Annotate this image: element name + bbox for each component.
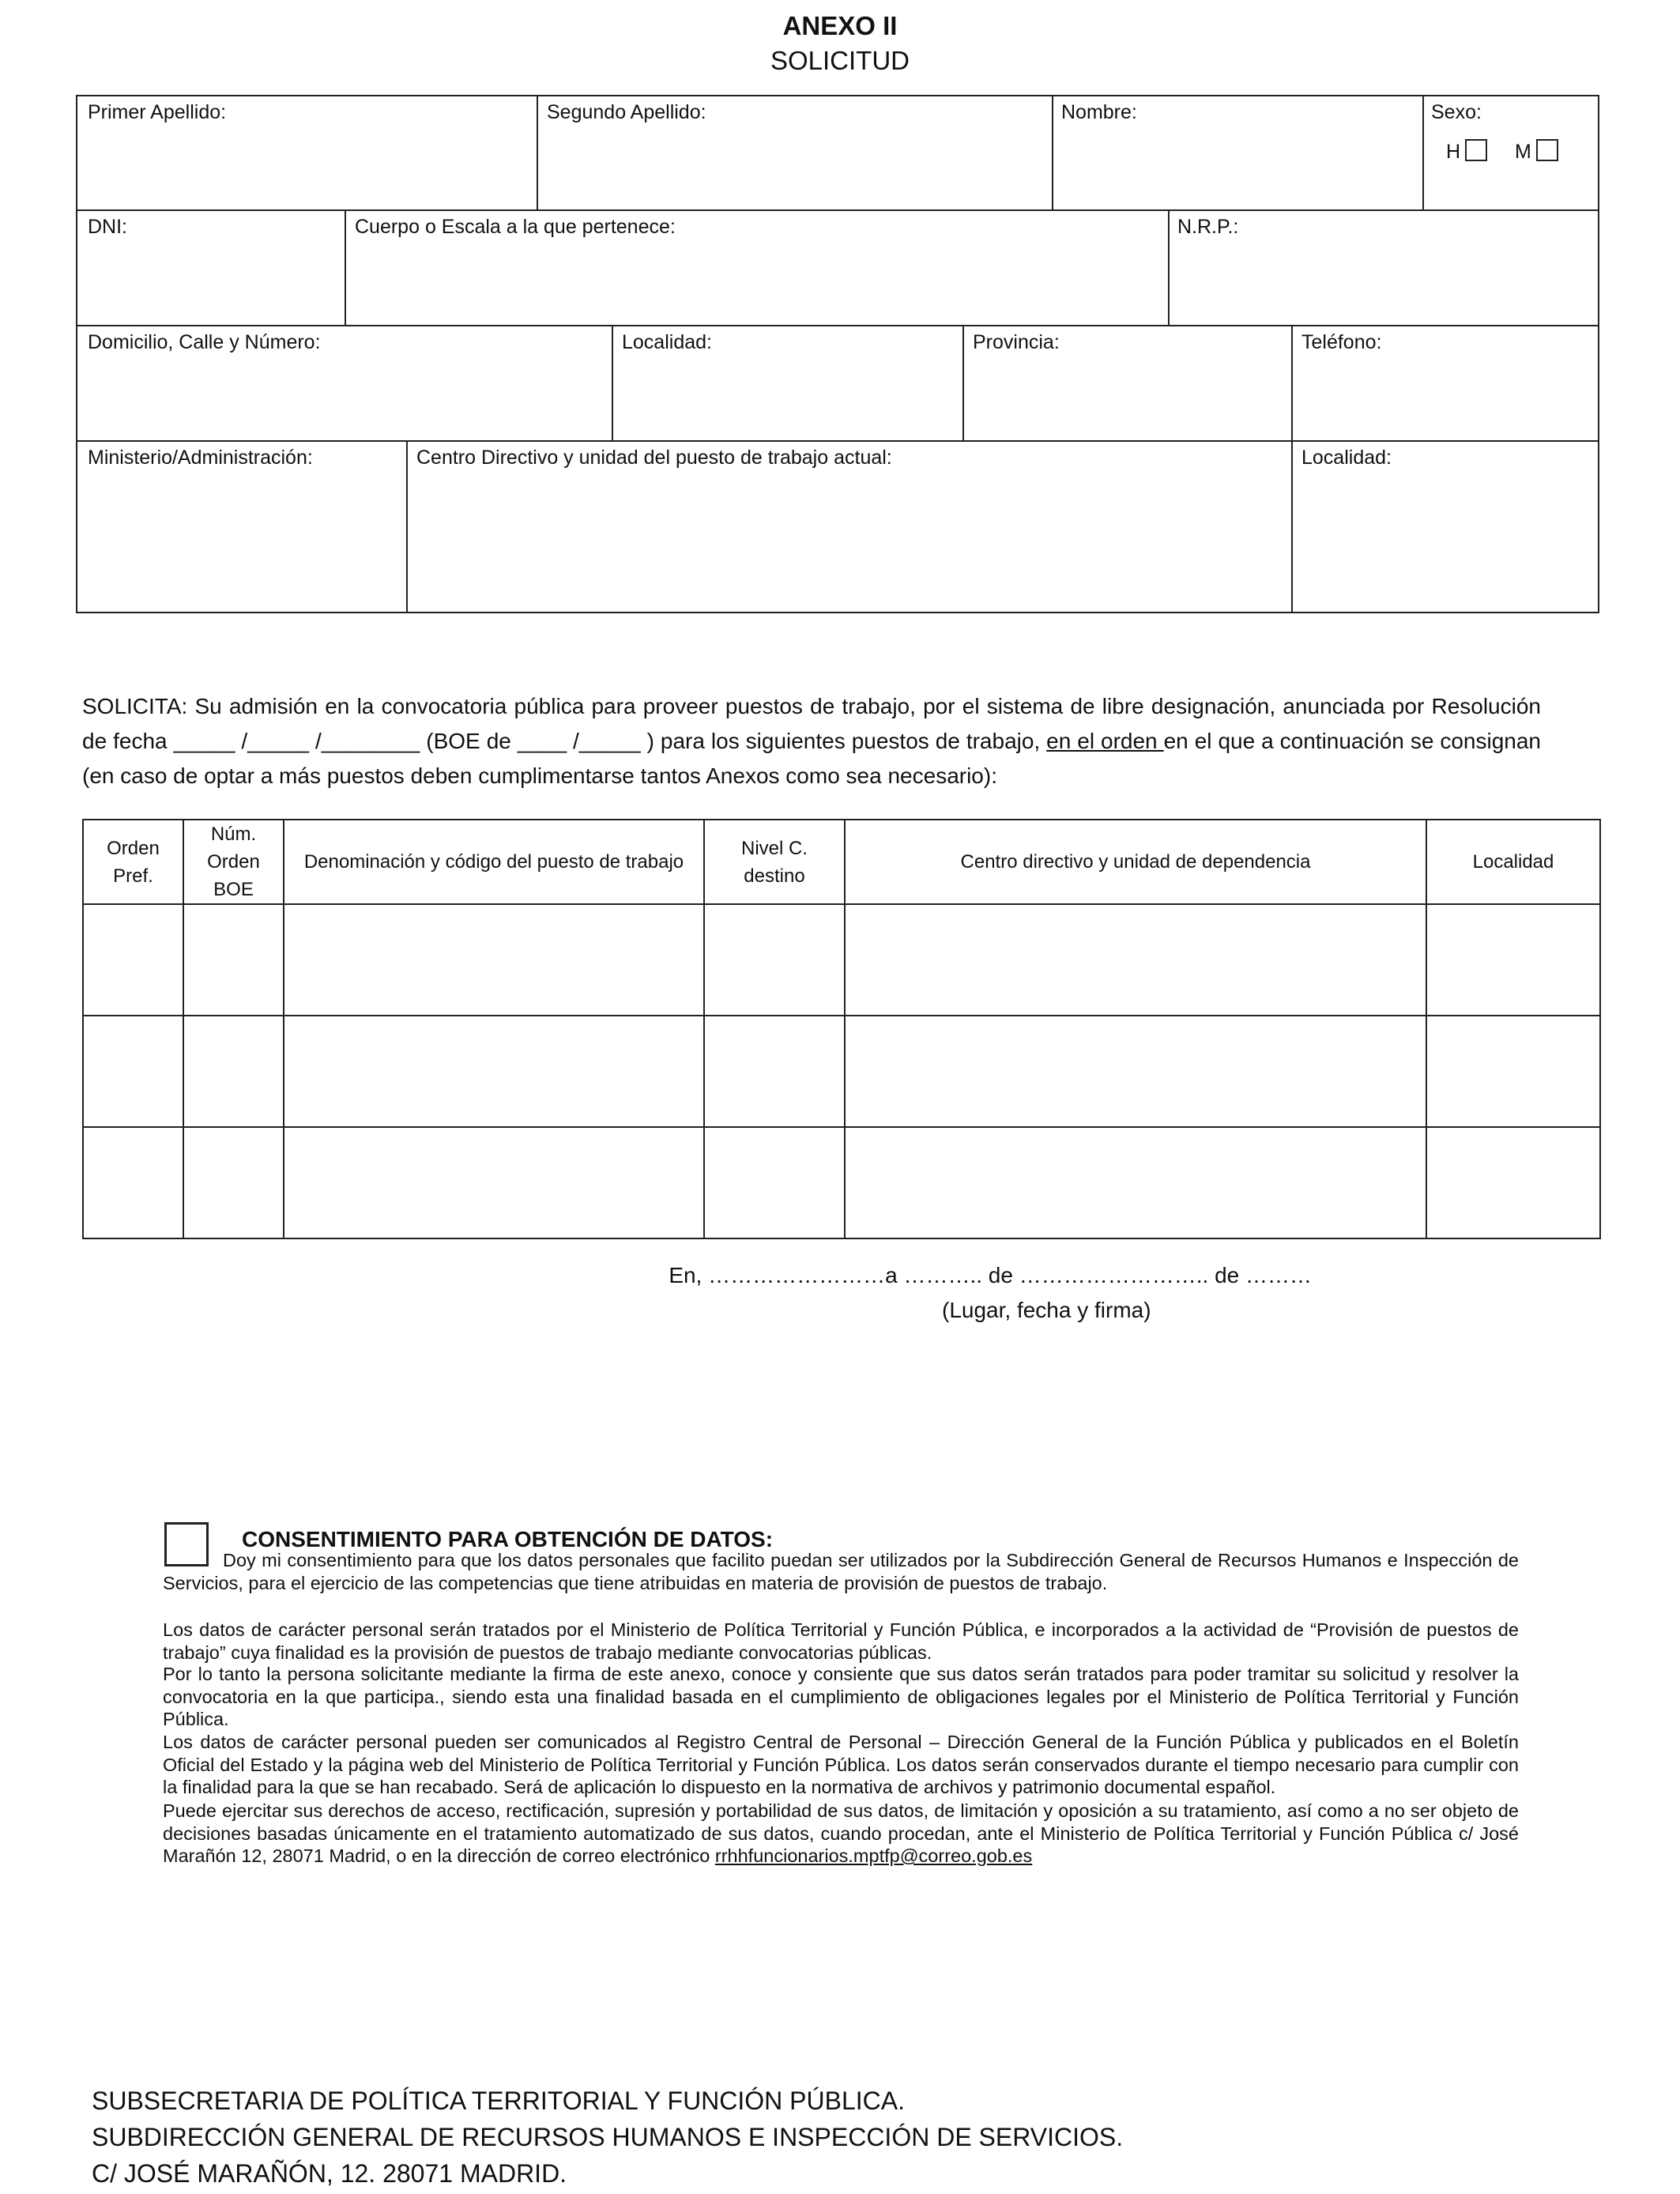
footer-line-1: SUBSECRETARIA DE POLÍTICA TERRITORIAL Y FUNCIÓN PÚBLICA. xyxy=(92,2087,905,2115)
solicita-text-2: en el que a continuación se consignan (en caso de optar a más puestos deben cumplimentarse tantos Anexos como sea necesario): xyxy=(82,729,1542,788)
table-cell[interactable] xyxy=(183,1127,284,1238)
table-cell[interactable] xyxy=(845,904,1426,1016)
table-cell[interactable] xyxy=(704,904,845,1016)
segundo-apellido-field[interactable]: Segundo Apellido: xyxy=(547,101,706,123)
nrp-field[interactable]: N.R.P.: xyxy=(1177,216,1239,238)
provincia-field[interactable]: Provincia: xyxy=(973,331,1060,353)
table-cell[interactable] xyxy=(183,1016,284,1127)
localidad-field[interactable]: Localidad: xyxy=(622,331,712,353)
consent-paragraph-1: Doy mi consentimiento para que los datos personales que facilito puedan ser utilizados por la Subdirección General de Recursos Humanos e Inspección de Servicios, para el ejercicio de las competencias que tiene atribuidas en materia de provisión de puestos de trabajo. xyxy=(163,1550,1519,1593)
table-cell[interactable] xyxy=(83,904,183,1016)
col-divider xyxy=(1052,95,1053,210)
solicita-paragraph xyxy=(82,689,1541,794)
col-divider xyxy=(1168,209,1170,325)
consent-paragraph-3: Por lo tanto la persona solicitante mediante la firma de este anexo, conoce y consiente que sus datos serán tratados para poder tramitar su solicitud y resolver la convocatoria en la que participa., siendo esta una finalidad basada en el cumplimiento de obligaciones legales por el Ministerio de Política Territorial y Función Pública. xyxy=(163,1664,1519,1730)
table-cell[interactable] xyxy=(183,904,284,1016)
form-title: SOLICITUD xyxy=(770,46,910,75)
row-divider xyxy=(76,440,1599,442)
table-cell[interactable] xyxy=(284,904,704,1016)
col-localidad: Localidad xyxy=(1426,820,1600,904)
table-cell[interactable] xyxy=(83,1127,183,1238)
sexo-m-label: M xyxy=(1515,141,1531,163)
col-divider xyxy=(537,95,538,210)
table-cell[interactable] xyxy=(83,1016,183,1127)
nombre-field[interactable]: Nombre: xyxy=(1061,101,1137,123)
consent-paragraph-4: Los datos de carácter personal pueden ser comunicados al Registro Central de Personal – Dirección General de la Función Pública y publicados en el Boletín Oficial del Estado y la página web del Ministerio de Política Territorial y Función Pública. Los datos serán conservados durante el tiempo necesario para cumplir con la finalidad para la que se han recabado. Será de aplicación lo dispuesto en la normativa de archivos y patrimonio documental español. xyxy=(163,1732,1519,1798)
solicita-underlined: en el orden xyxy=(1046,729,1164,753)
domicilio-field[interactable]: Domicilio, Calle y Número: xyxy=(88,331,321,353)
localidad-actual-field[interactable]: Localidad: xyxy=(1301,447,1392,469)
col-divider xyxy=(1291,440,1293,613)
personal-data-grid xyxy=(76,95,1599,613)
col-num-orden-boe: Núm. Orden BOE xyxy=(183,820,284,904)
table-cell[interactable] xyxy=(704,1016,845,1127)
sexo-h-label: H xyxy=(1446,141,1461,163)
puestos-table xyxy=(82,819,1601,1239)
table-cell[interactable] xyxy=(1426,904,1600,1016)
signature-caption: (Lugar, fecha y firma) xyxy=(942,1298,1151,1322)
col-centro-directivo: Centro directivo y unidad de dependencia xyxy=(845,820,1426,904)
solicita-text-1: SOLICITA: Su admisión en la convocatoria pública para proveer puestos de trabajo, por el sistema de libre designación, anunciada por Resolución de fecha _____ /_____ /________ (BOE de ____ /_____ ) para los siguientes puestos de trabajo, xyxy=(82,694,1541,753)
consent-paragraph-2: Los datos de carácter personal serán tratados por el Ministerio de Política Territorial y Función Pública, e incorporados a la actividad de “Provisión de puestos de trabajo” cuya finalidad es la provisión de puestos de trabajo mediante convocatorias públicas. xyxy=(163,1619,1519,1663)
telefono-field[interactable]: Teléfono: xyxy=(1301,331,1382,353)
table-cell[interactable] xyxy=(845,1016,1426,1127)
row-divider xyxy=(76,325,1599,326)
sexo-m-checkbox[interactable] xyxy=(1536,139,1558,161)
consent-title: CONSENTIMIENTO PARA OBTENCIÓN DE DATOS: xyxy=(242,1527,774,1551)
col-divider xyxy=(962,325,964,440)
col-nivel: Nivel C. destino xyxy=(704,820,845,904)
col-divider xyxy=(406,440,408,613)
ministerio-field[interactable]: Ministerio/Administración: xyxy=(88,447,313,469)
annex-title: ANEXO II xyxy=(782,11,898,40)
primer-apellido-field[interactable]: Primer Apellido: xyxy=(88,101,227,123)
sexo-label: Sexo: xyxy=(1431,101,1482,123)
col-divider xyxy=(345,209,346,325)
col-divider xyxy=(1291,325,1293,440)
footer-line-3: C/ JOSÉ MARAÑÓN, 12. 28071 MADRID. xyxy=(92,2159,567,2188)
footer-line-2: SUBDIRECCIÓN GENERAL DE RECURSOS HUMANOS E INSPECCIÓN DE SERVICIOS. xyxy=(92,2123,1124,2151)
cuerpo-field[interactable]: Cuerpo o Escala a la que pertenece: xyxy=(355,216,676,238)
row-divider xyxy=(76,209,1599,211)
place-date-line[interactable]: En, ……………………a ……….. de …………………….. de ……… xyxy=(669,1263,1312,1287)
centro-directivo-field[interactable]: Centro Directivo y unidad del puesto de trabajo actual: xyxy=(416,447,892,469)
table-row xyxy=(83,904,1600,1016)
sexo-options xyxy=(1446,139,1558,164)
table-cell[interactable] xyxy=(1426,1016,1600,1127)
col-denominacion: Denominación y código del puesto de trabajo xyxy=(284,820,704,904)
table-cell[interactable] xyxy=(1426,1127,1600,1238)
col-orden-pref: Orden Pref. xyxy=(83,820,183,904)
table-row xyxy=(83,1016,1600,1127)
table-cell[interactable] xyxy=(284,1016,704,1127)
contact-email-link[interactable]: rrhhfuncionarios.mptfp@correo.gob.es xyxy=(714,1845,1033,1867)
table-cell[interactable] xyxy=(845,1127,1426,1238)
consent-paragraph-5 xyxy=(163,1800,1519,1868)
col-divider xyxy=(612,325,613,440)
dni-field[interactable]: DNI: xyxy=(88,216,127,238)
table-cell[interactable] xyxy=(704,1127,845,1238)
table-row xyxy=(83,1127,1600,1238)
table-cell[interactable] xyxy=(284,1127,704,1238)
sexo-h-checkbox[interactable] xyxy=(1465,139,1487,161)
col-divider xyxy=(1422,95,1424,210)
consent-rights-text: Puede ejercitar sus derechos de acceso, rectificación, supresión y portabilidad de sus datos, de limitación y oposición a su tratamiento, así como a no ser objeto de decisiones basadas únicamente en el tratamiento automatizado de sus datos, cuando procedan, ante el Ministerio de Política Territorial y Función Pública c/ José Marañón 12, 28071 Madrid, o en la dirección de correo electrónico xyxy=(163,1800,1519,1867)
